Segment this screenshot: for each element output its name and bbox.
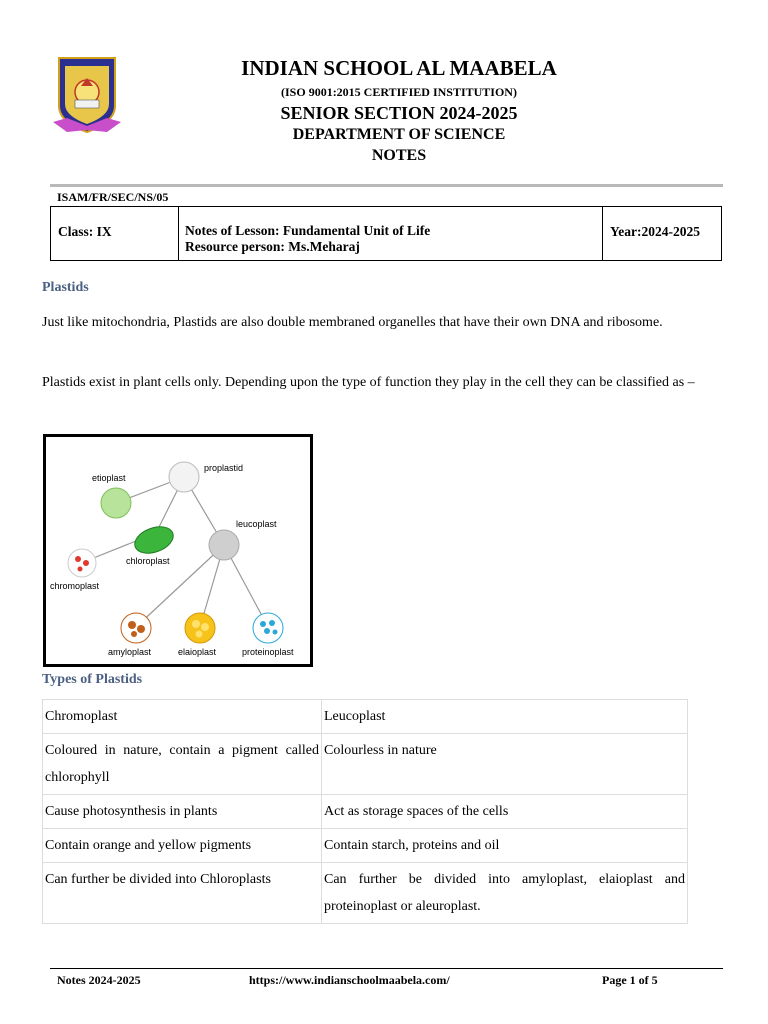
table-cell: Coloured in nature, contain a pigment called chlorophyll bbox=[43, 734, 322, 795]
resource-person: Resource person: Ms.Meharaj bbox=[185, 239, 360, 254]
footer-url[interactable]: https://www.indianschoolmaabela.com/ bbox=[249, 973, 450, 987]
plastid-diagram bbox=[43, 434, 313, 667]
table-cell: Cause photosynthesis in plants bbox=[43, 795, 322, 829]
proteinoplast-shape bbox=[253, 613, 283, 643]
label-leucoplast: leucoplast bbox=[236, 519, 277, 529]
table-cell: Chromoplast bbox=[43, 700, 322, 734]
table-row bbox=[43, 829, 688, 863]
label-chloroplast: chloroplast bbox=[126, 556, 170, 566]
lesson-title: Notes of Lesson: Fundamental Unit of Life bbox=[185, 223, 431, 238]
class-cell: Class: IX bbox=[51, 207, 179, 260]
section-title: SENIOR SECTION 2024-2025 bbox=[280, 103, 518, 123]
table-cell: Can further be divided into Chloroplasts bbox=[43, 863, 322, 924]
department: DEPARTMENT OF SCIENCE bbox=[292, 126, 506, 143]
chromoplast-shape bbox=[68, 549, 96, 577]
paragraph-2: Plastids exist in plant cells only. Depending upon the type of function they play in the cell they can be classified as – bbox=[42, 375, 695, 390]
table-row bbox=[43, 734, 688, 795]
table-cell: Leucoplast bbox=[322, 700, 688, 734]
label-proteinoplast: proteinoplast bbox=[242, 647, 294, 657]
table-row bbox=[43, 700, 688, 734]
chloroplast-shape bbox=[131, 522, 177, 558]
label-amyloplast: amyloplast bbox=[108, 647, 152, 657]
label-etioplast: etioplast bbox=[92, 473, 126, 483]
proplastid-shape bbox=[169, 462, 199, 492]
table-cell: Contain orange and yellow pigments bbox=[43, 829, 322, 863]
year-cell: Year:2024-2025 bbox=[610, 224, 700, 239]
table-row bbox=[43, 863, 688, 924]
paragraph-1: Just like mitochondria, Plastids are also double membraned organelles that have their own DNA and ribosome. bbox=[42, 315, 663, 330]
table-cell: Act as storage spaces of the cells bbox=[322, 795, 688, 829]
table-cell: Colourless in nature bbox=[322, 734, 688, 795]
footer-left: Notes 2024-2025 bbox=[57, 973, 141, 987]
doc-type: NOTES bbox=[371, 147, 427, 164]
certification: (ISO 9001:2015 CERTIFIED INSTITUTION) bbox=[281, 85, 517, 99]
school-name: INDIAN SCHOOL AL MAABELA bbox=[241, 56, 557, 80]
table-cell: Can further be divided into amyloplast, elaioplast and proteinoplast or aleuroplast. bbox=[322, 863, 688, 924]
table-row bbox=[43, 795, 688, 829]
leucoplast-shape bbox=[209, 530, 239, 560]
table-cell: Contain starch, proteins and oil bbox=[322, 829, 688, 863]
amyloplast-shape bbox=[121, 613, 151, 643]
header-divider bbox=[50, 184, 723, 187]
etioplast-shape bbox=[101, 488, 131, 518]
label-chromoplast: chromoplast bbox=[50, 581, 100, 591]
footer-divider bbox=[50, 968, 723, 969]
info-table bbox=[50, 206, 722, 261]
plastid-types-table bbox=[42, 699, 688, 924]
elaioplast-shape bbox=[185, 613, 215, 643]
label-elaioplast: elaioplast bbox=[178, 647, 217, 657]
types-heading: Types of Plastids bbox=[42, 672, 143, 687]
plastids-heading: Plastids bbox=[42, 280, 89, 295]
lesson-cell bbox=[179, 207, 603, 260]
doc-code: ISAM/FR/SEC/NS/05 bbox=[57, 190, 169, 204]
footer-page: Page 1 of 5 bbox=[602, 973, 658, 987]
label-proplastid: proplastid bbox=[204, 463, 244, 473]
